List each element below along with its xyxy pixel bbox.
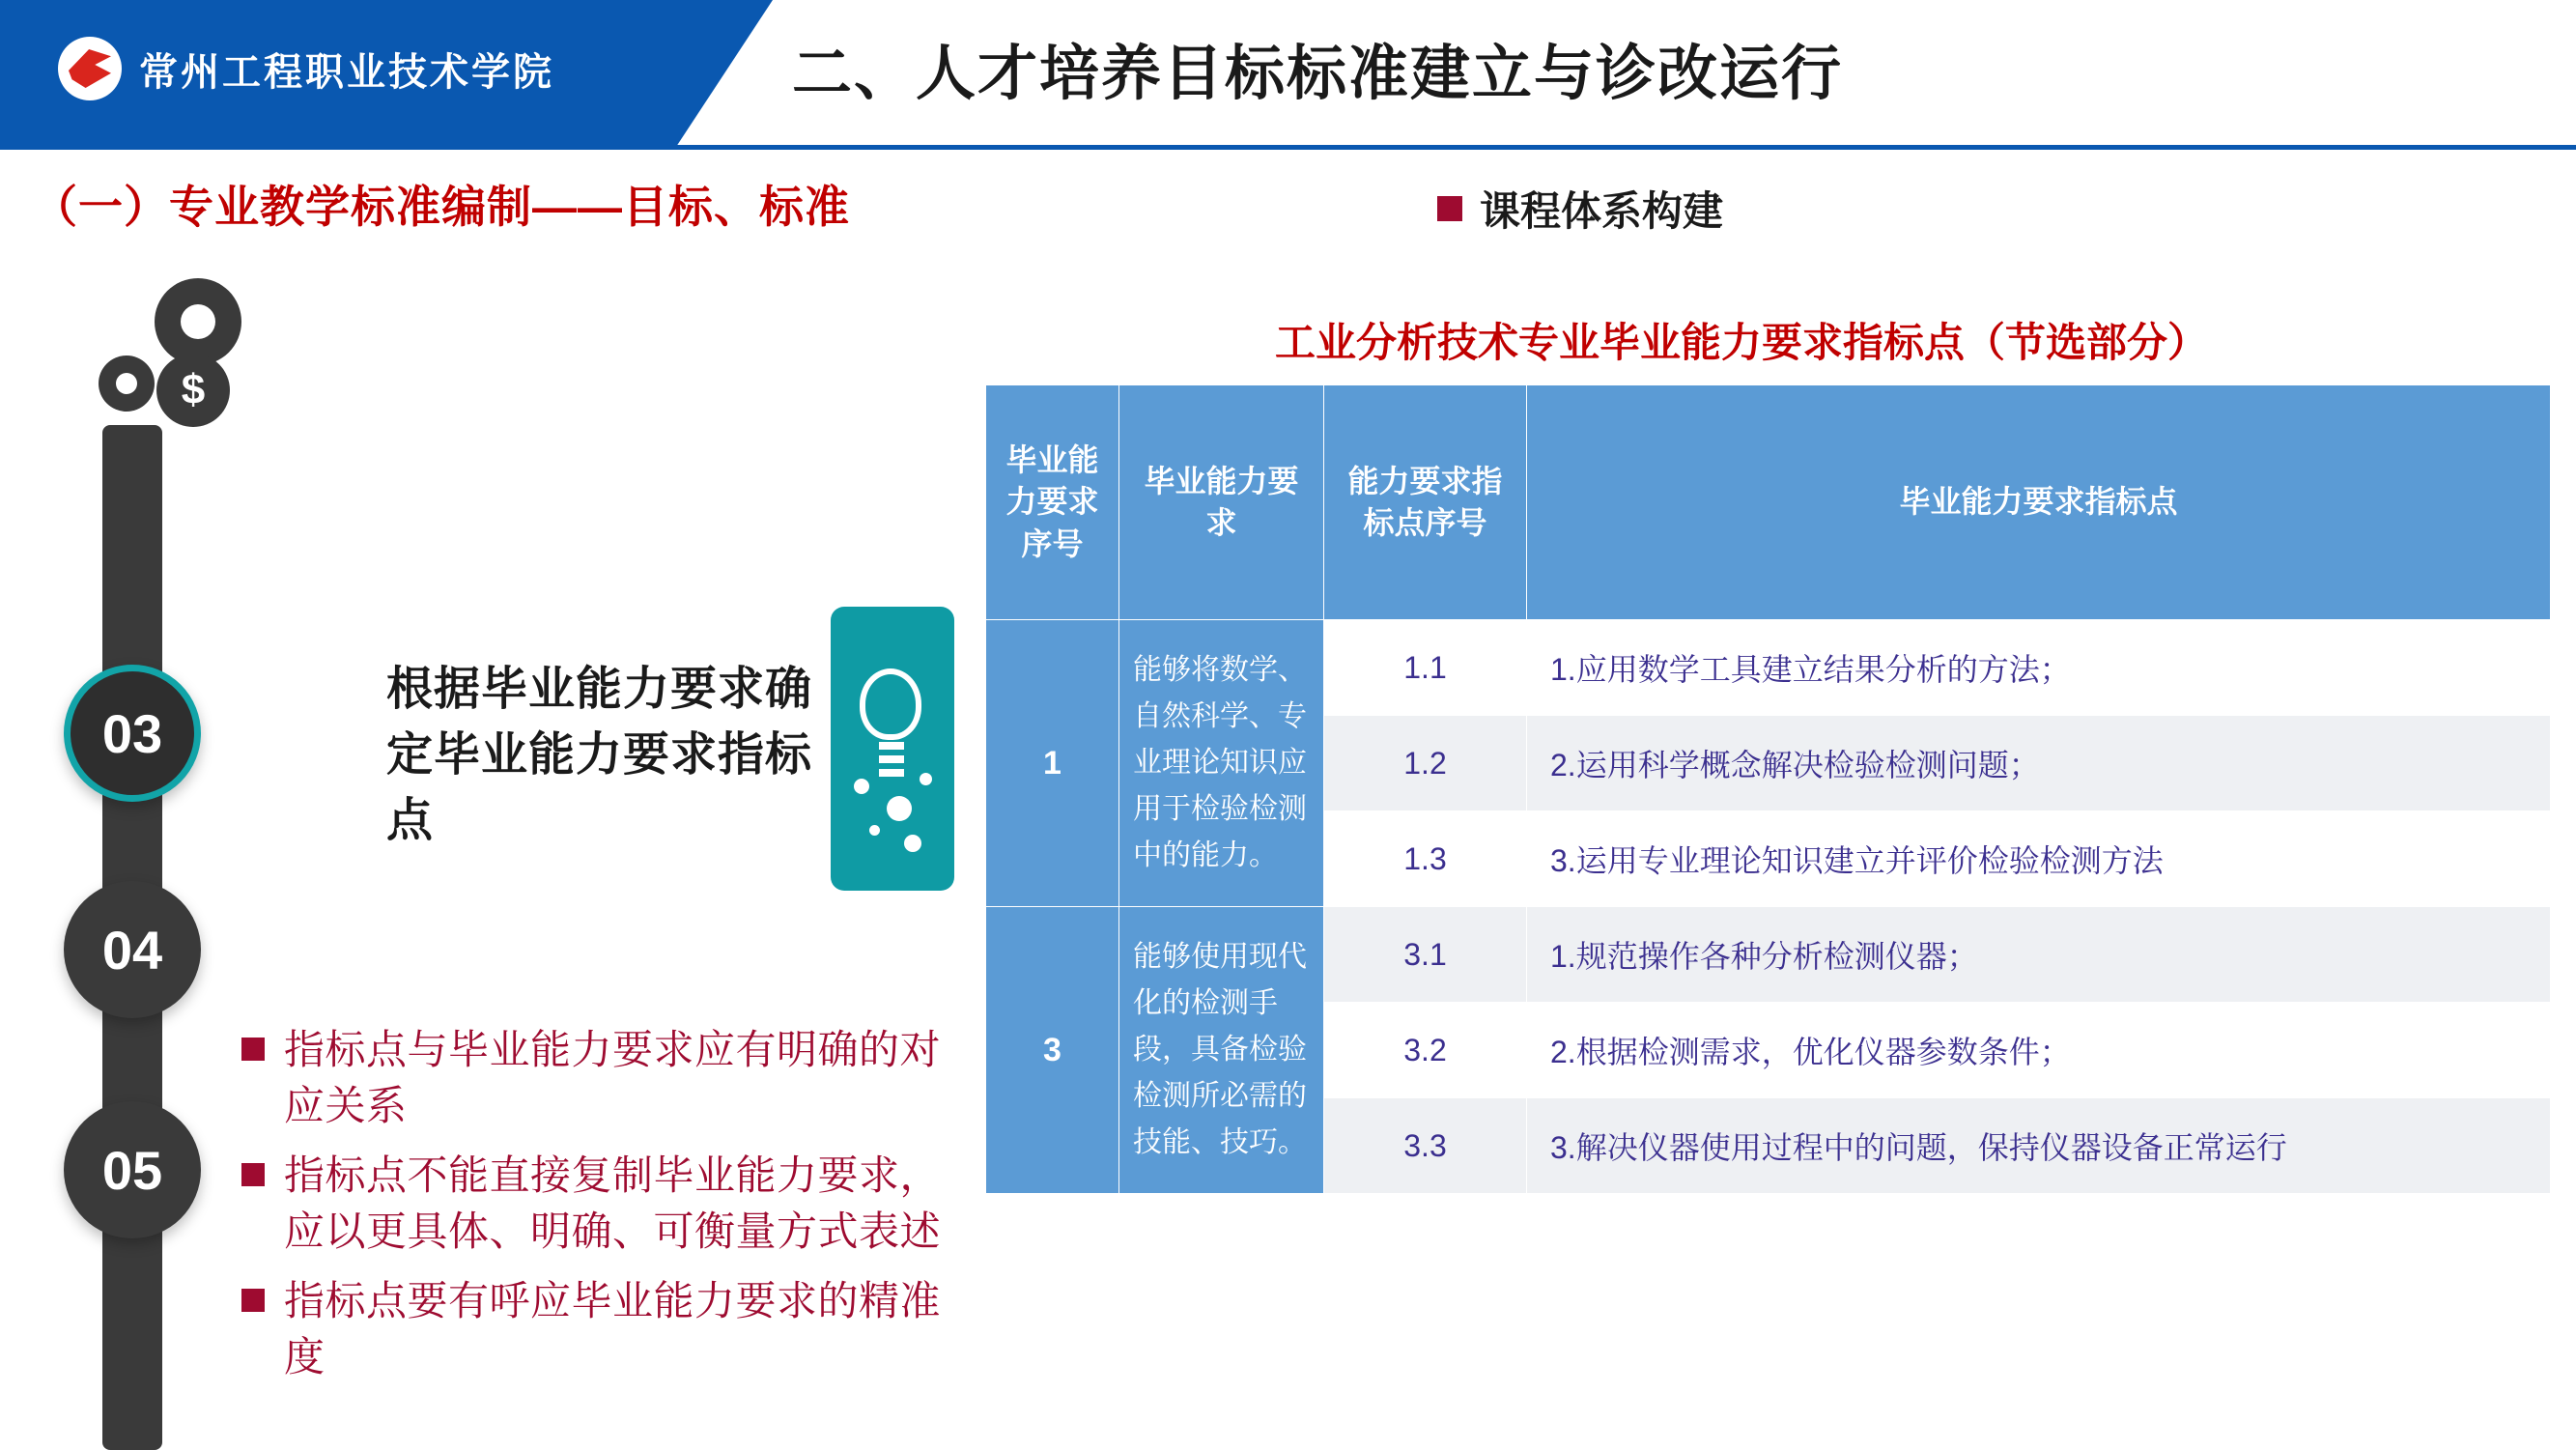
- decor-dot-5: [904, 835, 921, 852]
- gear-icon-large: [155, 278, 241, 365]
- timeline-node-04-label: 04: [101, 919, 163, 981]
- timeline-node-05[interactable]: [64, 1101, 201, 1238]
- slide-header: [0, 0, 2576, 147]
- table-title: 工业分析技术专业毕业能力要求指标点（节选部分）: [1275, 320, 2209, 365]
- institution-logo: [58, 37, 554, 100]
- decor-dot-3: [920, 773, 932, 785]
- cell-indicator-seq: 3.2: [1324, 1003, 1527, 1098]
- table-row: [986, 620, 2551, 716]
- square-bullet-icon: [241, 1038, 265, 1061]
- decor-dot-1: [854, 779, 869, 794]
- header-rule: [753, 145, 2576, 150]
- university-emblem-icon: [58, 37, 122, 100]
- cell-requirement-text: 能够使用现代化的检测手段，具备检验检测所必需的技能、技巧。: [1119, 907, 1324, 1194]
- list-item: [241, 1273, 976, 1385]
- timeline-node-04[interactable]: [64, 881, 201, 1018]
- cell-indicator-text: 3.运用专业理论知识建立并评价检验检测方法: [1527, 811, 2551, 907]
- list-item-label: 指标点要有呼应毕业能力要求的精准度: [284, 1277, 942, 1379]
- cell-indicator-text: 3.解决仪器使用过程中的问题，保持仪器设备正常运行: [1527, 1098, 2551, 1194]
- cell-indicator-seq: 1.1: [1324, 620, 1527, 716]
- idea-bulb-card: [831, 607, 954, 891]
- column-header-requirement-seq: 毕业能力要求序号: [986, 385, 1119, 620]
- section-subtitle: （一）专业教学标准编制——目标、标准: [33, 182, 850, 232]
- square-bullet-icon: [241, 1289, 265, 1312]
- column-header-requirement: 毕业能力要求: [1119, 385, 1324, 620]
- dollar-coin-icon: $: [156, 354, 230, 427]
- cell-indicator-text: 2.根据检测需求，优化仪器参数条件；: [1527, 1003, 2551, 1098]
- cell-indicator-seq: 1.2: [1324, 716, 1527, 811]
- left-bullet-list: [241, 1022, 976, 1399]
- capability-indicator-table: [985, 384, 2551, 1194]
- cell-indicator-seq: 3.1: [1324, 907, 1527, 1003]
- cell-indicator-seq: 1.3: [1324, 811, 1527, 907]
- cell-indicator-text: 2.运用科学概念解决检验检测问题；: [1527, 716, 2551, 811]
- table-header-row: [986, 385, 2551, 620]
- cell-indicator-text: 1.应用数学工具建立结果分析的方法；: [1527, 620, 2551, 716]
- logo-text: 常州工程职业技术学院: [139, 49, 554, 94]
- subtitle-bullet: [1437, 180, 1723, 238]
- column-header-indicator-seq: 能力要求指标点序号: [1324, 385, 1527, 620]
- header-rule-left: [0, 145, 753, 150]
- cell-requirement-seq: 3: [986, 907, 1119, 1194]
- table-row: [986, 907, 2551, 1003]
- square-bullet-icon: [241, 1163, 265, 1186]
- cell-indicator-seq: 3.3: [1324, 1098, 1527, 1194]
- decor-dot-2: [887, 796, 912, 821]
- gear-icon-small: [99, 355, 155, 412]
- left-headline: 根据毕业能力要求确定毕业能力要求指标点: [386, 664, 813, 847]
- square-bullet-icon: [1437, 196, 1462, 221]
- cell-indicator-text: 1.规范操作各种分析检测仪器；: [1527, 907, 2551, 1003]
- cell-requirement-seq: 1: [986, 620, 1119, 907]
- lightbulb-icon: [860, 668, 921, 740]
- list-item-label: 指标点不能直接复制毕业能力要求，应以更具体、明确、可衡量方式表述: [284, 1151, 942, 1254]
- timeline-node-03[interactable]: [64, 665, 201, 802]
- timeline-node-05-label: 05: [101, 1139, 163, 1201]
- list-item-label: 指标点与毕业能力要求应有明确的对应关系: [284, 1027, 942, 1128]
- runner-gears-illustration: [39, 242, 261, 454]
- cell-requirement-text: 能够将数学、自然科学、专业理论知识应用于检验检测中的能力。: [1119, 620, 1324, 907]
- page-title: 二、人才培养目标标准建立与诊改运行: [792, 41, 1844, 107]
- lightbulb-base: [879, 742, 904, 750]
- timeline-node-03-label: 03: [101, 702, 163, 764]
- subtitle-bullet-label: 课程体系构建: [1480, 188, 1724, 234]
- decor-dot-4: [869, 825, 880, 836]
- list-item: [241, 1148, 976, 1260]
- list-item: [241, 1022, 976, 1134]
- column-header-indicator: 毕业能力要求指标点: [1527, 385, 2551, 620]
